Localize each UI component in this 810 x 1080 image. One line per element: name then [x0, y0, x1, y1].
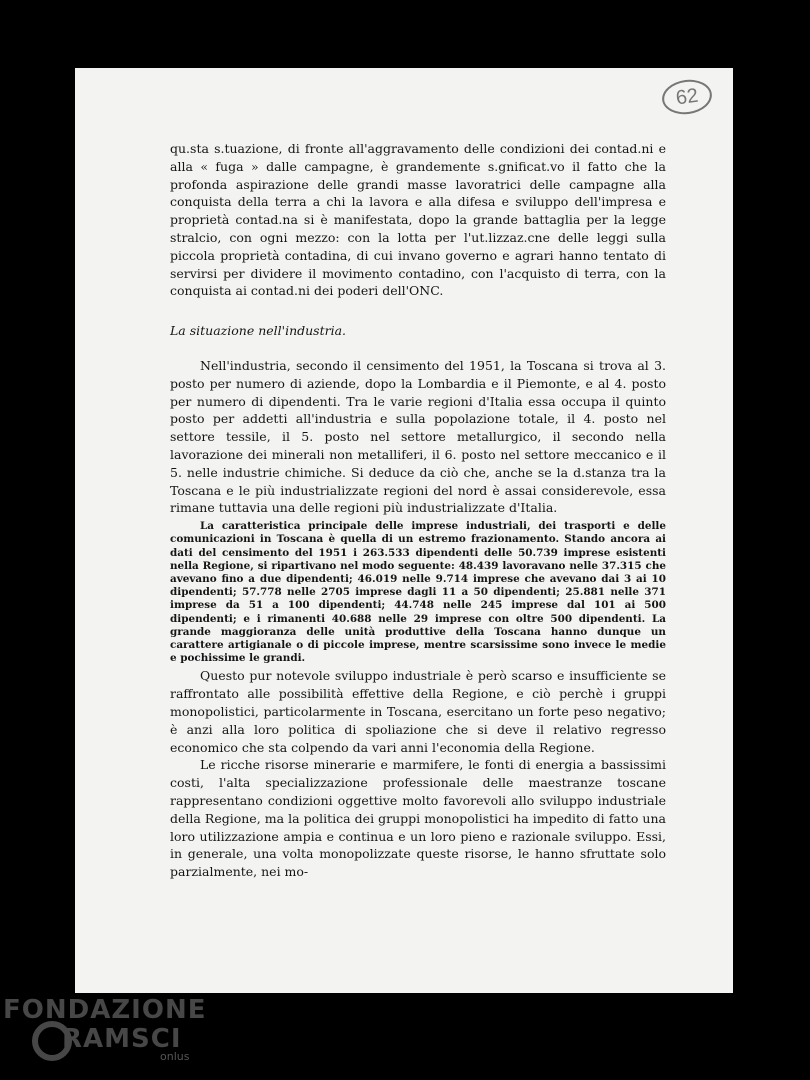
- logo-line-1: FONDAZIONE: [3, 995, 207, 1025]
- paragraph-4: Le ricche risorse minerarie e marmifere, le fonti di energia a bassissimi costi, l'alta specializzazione professionale delle maestranze toscane rappresentano condizioni oggettive molto favorevoli allo sviluppo industriale della Regione, ma la politica dei gruppi monopolistici ha impedito di fatto una loro utilizzazione ampia e continua e un loro pieno e razionale sviluppo. Essi, in generale, una volta monopolizzate queste risorse, le hanno sfruttate solo parzialmente, nei mo-: [170, 757, 666, 880]
- logo-line-2: RAMSCI: [62, 1024, 182, 1054]
- small-print-note: La caratteristica principale delle imprese industriali, dei trasporti e delle comunicazioni in Toscana è quella di un estremo frazionamento. Stando ancora ai dati del censimento del 1951 i 263.533 dipendenti delle 50.739 imprese esistenti nella Regione, si ripartivano nel modo seguente: 48.439 lavoravano nelle 37.315 che avevano fino a due dipendenti; 46.019 nelle 9.714 imprese che avevano dai 3 ai 10 dipendenti; 57.778 nelle 2705 imprese dagli 11 a 50 dipendenti; 25.881 nelle 371 imprese da 51 a 100 dipendenti; 44.748 nelle 245 imprese dal 101 ai 500 dipendenti; e i rimanenti 40.688 nelle 29 imprese con oltre 500 dipendenti. La grande maggioranza delle unità produttive della Toscana hanno dunque un carattere artigianale o di piccole imprese, mentre scarsissime sono invece le medie e pochissime le grandi.: [170, 520, 666, 665]
- logo-suffix: onlus: [160, 1050, 190, 1063]
- paragraph-2: Nell'industria, secondo il censimento del 1951, la Toscana si trova al 3. posto per numero di aziende, dopo la Lombardia e il Piemonte, e al 4. posto per numero di dipendenti. Tra le varie regioni d'Italia essa occupa il quinto posto per addetti all'industria e sulla popolazione totale, il 4. posto nel settore tessile, il 5. posto nel settore metallurgico, il secondo nella lavorazione dei minerali non metalliferi, il 6. posto nel settore meccanico e il 5. nelle industrie chimiche. Si deduce da ciò che, anche se la d.stanza tra la Toscana e le più industrializzate regioni del nord è assai considerevole, essa rimane tuttavia una delle regioni più industrializzate d'Italia.: [170, 357, 666, 516]
- section-heading: La situazione nell'industria.: [170, 323, 347, 339]
- fondazione-gramsci-logo: [0, 994, 207, 1074]
- page-number: 62: [660, 77, 714, 118]
- paragraph-3: Questo pur notevole sviluppo industriale è però scarso e insufficiente se raffrontato alle possibilità effettive della Regione, e ciò perchè i gruppi monopolistici, particolarmente in Toscana, esercitano un forte peso negativo; è anzi alla loro politica di spoliazione che si deve il relativo regresso economico che sta colpendo da vari anni l'economia della Regione.: [170, 668, 666, 755]
- body-text: [170, 140, 666, 881]
- paragraph-1: qu.sta s.tuazione, di fronte all'aggravamento delle condizioni dei contad.ni e alla « fuga » dalle campagne, è grandemente s.gnificat.vo il fatto che la profonda aspirazione delle grandi masse lavoratrici delle campagne alla conquista della terra a chi la lavora e alla difesa e sviluppo dell'impresa e proprietà contad.na si è manifestata, dopo la grande battaglia per la legge stralcio, con ogni mezzo: con la lotta per l'ut.lizzaz.cne delle leggi sulla piccola proprietà contadina, di cui invano governo e agrari hanno tentato di servirsi per dividere il movimento contadino, con l'acquisto di terra, con la conquista ai contad.ni dei poderi dell'ONC.: [170, 141, 666, 299]
